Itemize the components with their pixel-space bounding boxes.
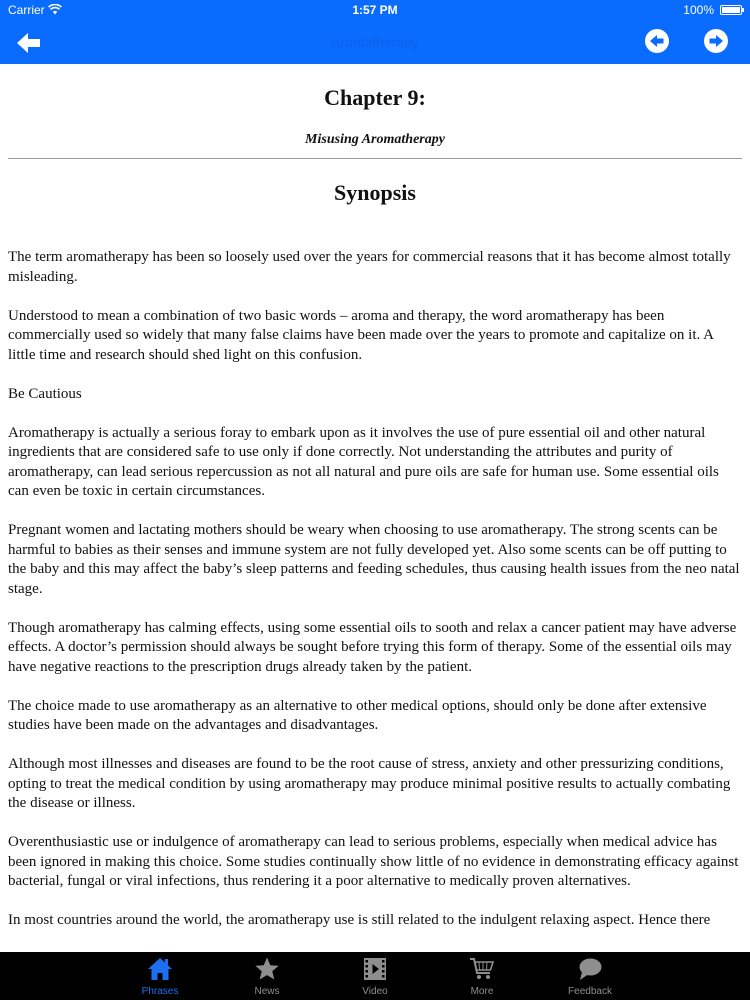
body-text	[8, 248, 742, 950]
tab-label: Phrases	[141, 986, 179, 997]
cart-icon	[469, 956, 495, 982]
top-bar	[0, 0, 750, 64]
paragraph: In most countries around the world, the aromatherapy use is still related to the indulgent relaxing aspect. Hence there	[8, 912, 711, 928]
speech-bubble-icon	[577, 956, 603, 982]
back-arrow-icon[interactable]	[14, 28, 44, 58]
paragraph: Although most illnesses and diseases are found to be the root cause of stress, anxiety and other pressurizing conditions, opting to treat the medical condition by using aromatherapy may produce minimal positive results to actually combating the disease or illness.	[8, 756, 731, 811]
status-bar	[0, 0, 750, 22]
tab-label: News	[254, 986, 280, 997]
chapter-content[interactable]	[0, 64, 750, 952]
tab-phrases[interactable]	[120, 952, 200, 1000]
chapter-title: Chapter 9:	[324, 85, 426, 110]
previous-circle-icon[interactable]	[644, 28, 670, 54]
tab-more[interactable]	[442, 952, 522, 1000]
paragraph: Though aromatherapy has calming effects, using some essential oils to sooth and relax a cancer patient may have adverse effects. A doctor’s permission should always be sought before trying this form of therapy. Some of the essential oils may have negative reactions to the prescription drugs already taken by the patient.	[8, 619, 737, 675]
star-icon	[254, 956, 280, 982]
paragraph: Aromatherapy is actually a serious foray to embark upon as it involves the use of pure essential oil and other natural ingredients that are considered safe to use only if done correctly. Not understanding the attributes and purity of aromatherapy, can lead serious repercussion as not all natural and pure oils are safe for human use. Some essential oils can even be toxic in certain circumstances.	[8, 424, 719, 499]
tab-feedback[interactable]	[550, 952, 630, 1000]
tab-video[interactable]	[335, 952, 415, 1000]
paragraph: Understood to mean a combination of two basic words – aroma and therapy, the word aromatherapy has been commercially used so widely that many false claims have been made over the years to promote and capitalize on it. A little time and research should shed light on this confusion.	[8, 307, 714, 363]
paragraph: Pregnant women and lactating mothers should be weary when choosing to use aromatherapy. The strong scents can be harmful to babies as their senses and immune system are not fully developed yet. Also some scents can be off putting to the baby and this may affect the baby’s sleep patterns and feeding schedules, thus causing health issues from the neo natal stage.	[8, 522, 740, 597]
tab-label: Video	[362, 986, 388, 997]
tab-label: Feedback	[568, 986, 612, 997]
paragraph: The choice made to use aromatherapy as an alternative to other medical options, should only be done after extensive studies have been made on the advantages and disadvantages.	[8, 697, 707, 733]
film-icon	[362, 956, 388, 982]
chapter-subtitle: Misusing Aromatherapy	[305, 132, 445, 147]
paragraph: Be Cautious	[8, 385, 82, 402]
paragraph: Overenthusiastic use or indulgence of aromatherapy can lead to serious problems, especially when medical advice has been ignored in making this choice. Some studies continually show little of no evidence in demonstrating efficacy against bacterial, fungal or viral infections, thus rendering it a poor alternative to medically proven alternatives.	[8, 834, 739, 889]
section-heading: Synopsis	[334, 180, 416, 205]
battery-percent: 100%	[683, 3, 714, 17]
nav-title: Aromatherapy	[331, 34, 419, 50]
divider	[8, 158, 742, 159]
paragraph: The term aromatherapy has been so loosely used over the years for commercial reasons that it has become almost totally misleading.	[8, 249, 731, 285]
carrier-label: Carrier	[8, 3, 45, 17]
next-circle-icon[interactable]	[703, 28, 729, 54]
home-icon	[147, 956, 173, 982]
battery-icon	[720, 5, 742, 15]
tab-news[interactable]	[227, 952, 307, 1000]
navigation-bar	[0, 22, 750, 64]
tab-label: More	[470, 986, 494, 997]
clock: 1:57 PM	[352, 3, 398, 17]
tab-bar	[0, 952, 750, 1000]
